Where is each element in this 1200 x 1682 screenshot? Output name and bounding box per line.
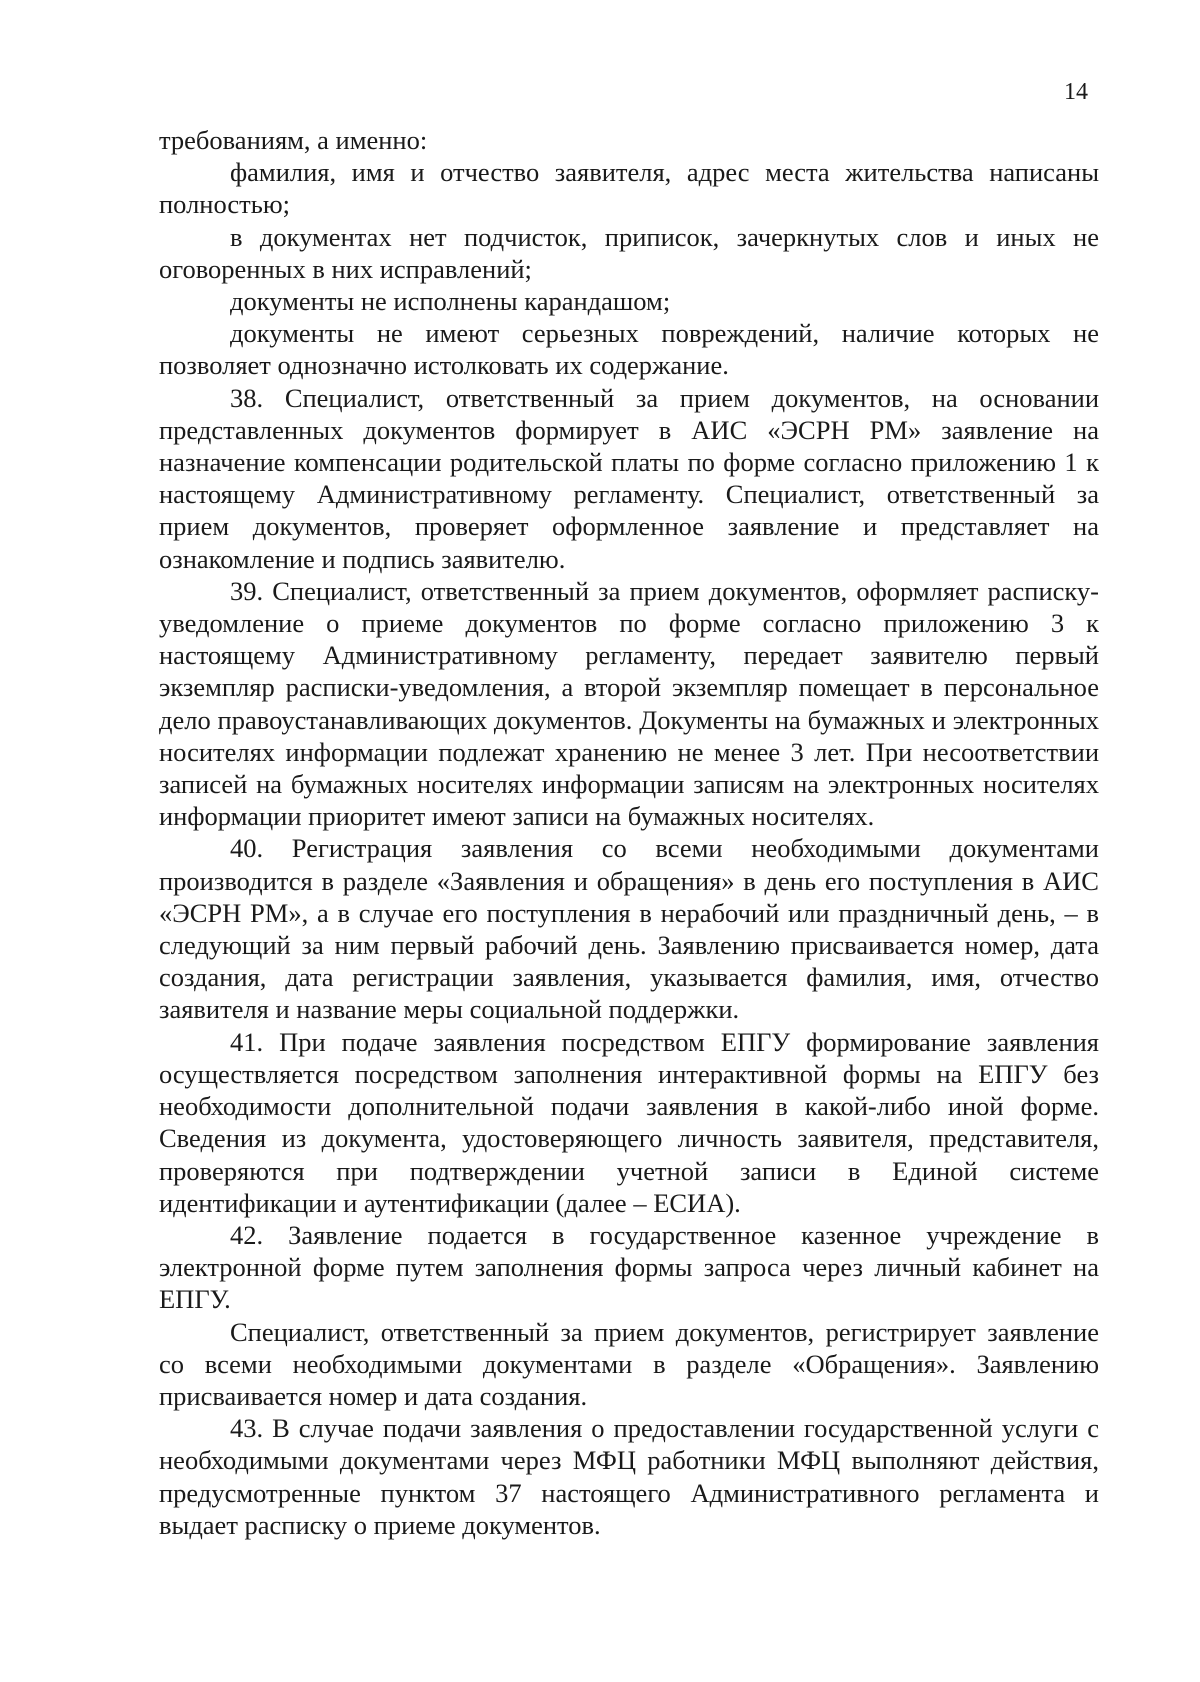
paragraph-requirement-names: фамилия, имя и отчество заявителя, адрес места жительства написаны полностью;	[159, 157, 1099, 220]
paragraph-43: 43. В случае подачи заявления о предоставлении государственной услуги с необходимыми документами через МФЦ работники МФЦ выполняют действия, предусмотренные пунктом 37 настоящего Административного регламента и выдает расписку о приеме документов.	[159, 1413, 1099, 1540]
paragraph-40: 40. Регистрация заявления со всеми необходимыми документами производится в разделе «Заявления и обращения» в день его поступления в АИС «ЭСРН РМ», а в случае его поступления в нерабочий или праздничный день, – в следующий за ним первый рабочий день. Заявлению присваивается номер, дата создания, дата регистрации заявления, указывается фамилия, имя, отчество заявителя и название меры социальной поддержки.	[159, 833, 1099, 1025]
paragraph-42-specialist: Специалист, ответственный за прием документов, регистрирует заявление со всеми необходимыми документами в разделе «Обращения». Заявлению присваивается номер и дата создания.	[159, 1316, 1099, 1411]
document-body	[159, 124, 1099, 1541]
paragraph-41: 41. При подаче заявления посредством ЕПГУ формирование заявления осуществляется посредством заполнения интерактивной формы на ЕПГУ без необходимости дополнительной подачи заявления в какой-либо иной форме. Сведения из документа, удостоверяющего личность заявителя, представителя, проверяются при подтверждении учетной записи в Единой системе идентификации и аутентификации (далее – ЕСИА).	[159, 1026, 1099, 1218]
paragraph-38: 38. Специалист, ответственный за прием документов, на основании представленных документов формирует в АИС «ЭСРН РМ» заявление на назначение компенсации родительской платы по форме согласно приложению 1 к настоящему Административному регламенту. Специалист, ответственный за прием документов, проверяет оформленное заявление и представляет на ознакомление и подпись заявителю.	[159, 382, 1099, 574]
paragraph-requirement-no-corrections: в документах нет подчисток, приписок, зачеркнутых слов и иных не оговоренных в них исправлений;	[159, 221, 1099, 284]
paragraph-continuation: требованиям, а именно:	[159, 125, 428, 155]
page-number: 14	[1064, 79, 1088, 105]
paragraph-39: 39. Специалист, ответственный за прием документов, оформляет расписку-уведомление о приеме документов по форме согласно приложению 3 к настоящему Административному регламенту, передает заявителю первый экземпляр расписки-уведомления, а второй экземпляр помещает в персональное дело правоустанавливающих документов. Документы на бумажных и электронных носителях информации подлежат хранению не менее 3 лет. При несоответствии записей на бумажных носителях информации записям на электронных носителях информации приоритет имеют записи на бумажных носителях.	[159, 575, 1099, 832]
paragraph-requirement-no-pencil: документы не исполнены карандашом;	[230, 286, 671, 317]
paragraph-requirement-no-damage: документы не имеют серьезных повреждений, наличие которых не позволяет однозначно истолковать их содержание.	[159, 318, 1099, 381]
paragraph-42: 42. Заявление подается в государственное казенное учреждение в электронной форме путем заполнения формы запроса через личный кабинет на ЕПГУ.	[159, 1219, 1099, 1315]
